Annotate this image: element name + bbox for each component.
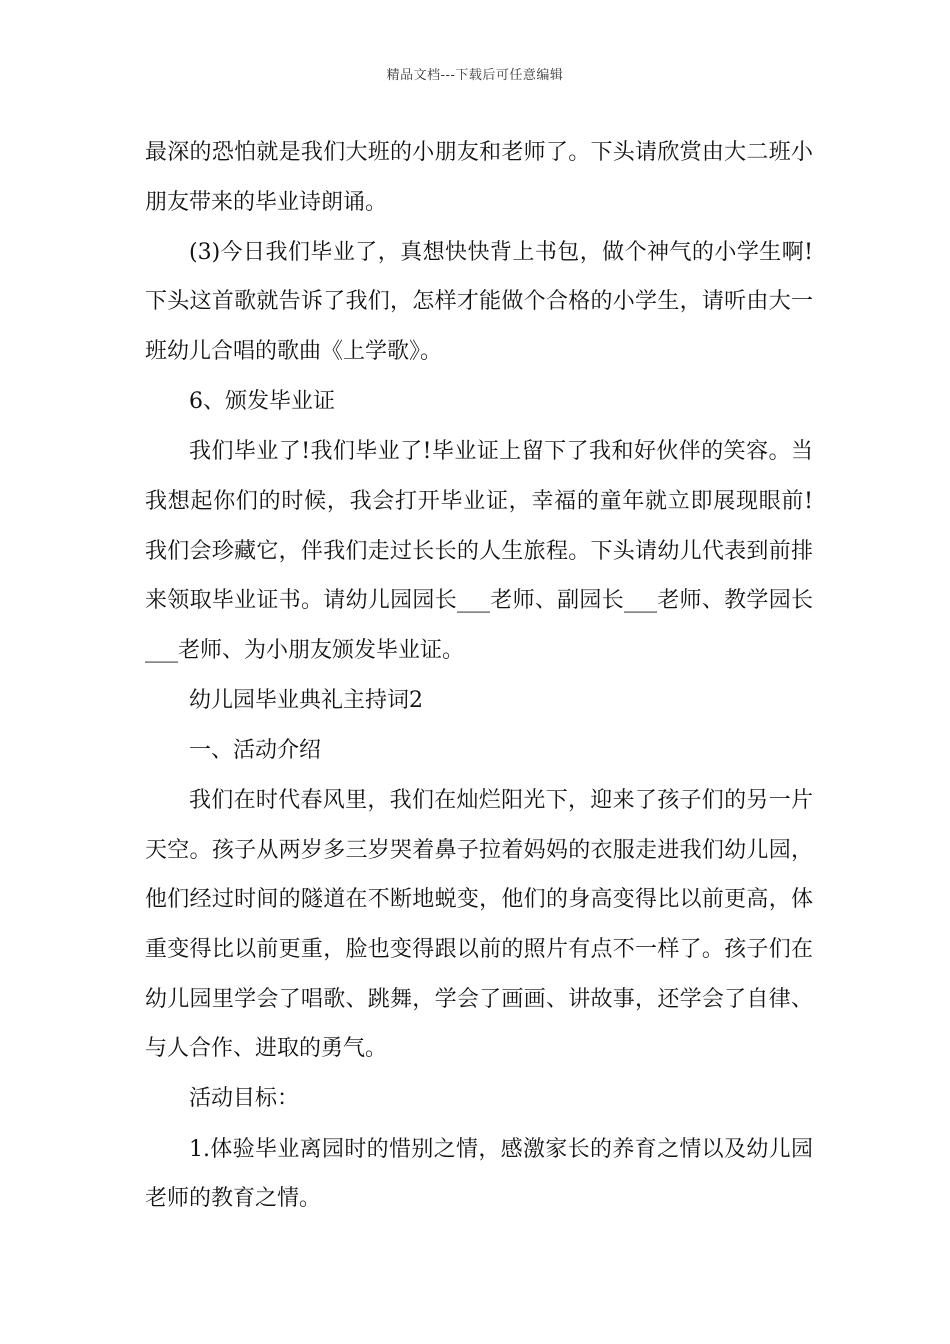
paragraph: 最深的恐怕就是我们大班的小朋友和老师了。下头请欣赏由大二班小朋友带来的毕业诗朗诵。 bbox=[145, 140, 813, 215]
paragraph: 我们在时代春风里，我们在灿烂阳光下，迎来了孩子们的另一片天空。孩子从两岁多三岁哭着鼻子拉着妈妈的衣服走进我们幼儿园，他们经过时间的隧道在不断地蜕变，他们的身高变得比以前更高，体重变得比以前更重，脸也变得跟以前的照片有点不一样了。孩子们在幼儿园里学会了唱歌、跳舞，学会了画画、讲故事，还学会了自律、与人合作、进取的勇气。 bbox=[145, 788, 813, 1062]
section-heading: 活动目标： bbox=[189, 1086, 300, 1112]
page-header: 精品文档---下载后可任意编辑 bbox=[386, 68, 564, 83]
document-body bbox=[145, 128, 813, 1224]
list-item: 1.体验毕业离园时的惜别之情，感激家长的养育之情以及幼儿园老师的教育之情。 bbox=[145, 1136, 813, 1212]
section-heading: 6、颁发毕业证 bbox=[189, 389, 335, 415]
document-title: 幼儿园毕业典礼主持词2 bbox=[189, 687, 423, 713]
section-heading: 一、活动介绍 bbox=[189, 738, 322, 764]
paragraph: 我们毕业了!我们毕业了!毕业证上留下了我和好伙伴的笑容。当我想起你们的时候，我会打开毕业证，幸福的童年就立即展现眼前!我们会珍藏它，伴我们走过长长的人生旅程。下头请幼儿代表到前排来领取毕业证书。请幼儿园园长___老师、副园长___老师、教学园长___老师、为小朋友颁发毕业证。 bbox=[145, 439, 813, 663]
paragraph: (3)今日我们毕业了，真想快快背上书包，做个神气的小学生啊!下头这首歌就告诉了我们，怎样才能做个合格的小学生，请听由大一班幼儿合唱的歌曲《上学歌》。 bbox=[145, 239, 813, 364]
